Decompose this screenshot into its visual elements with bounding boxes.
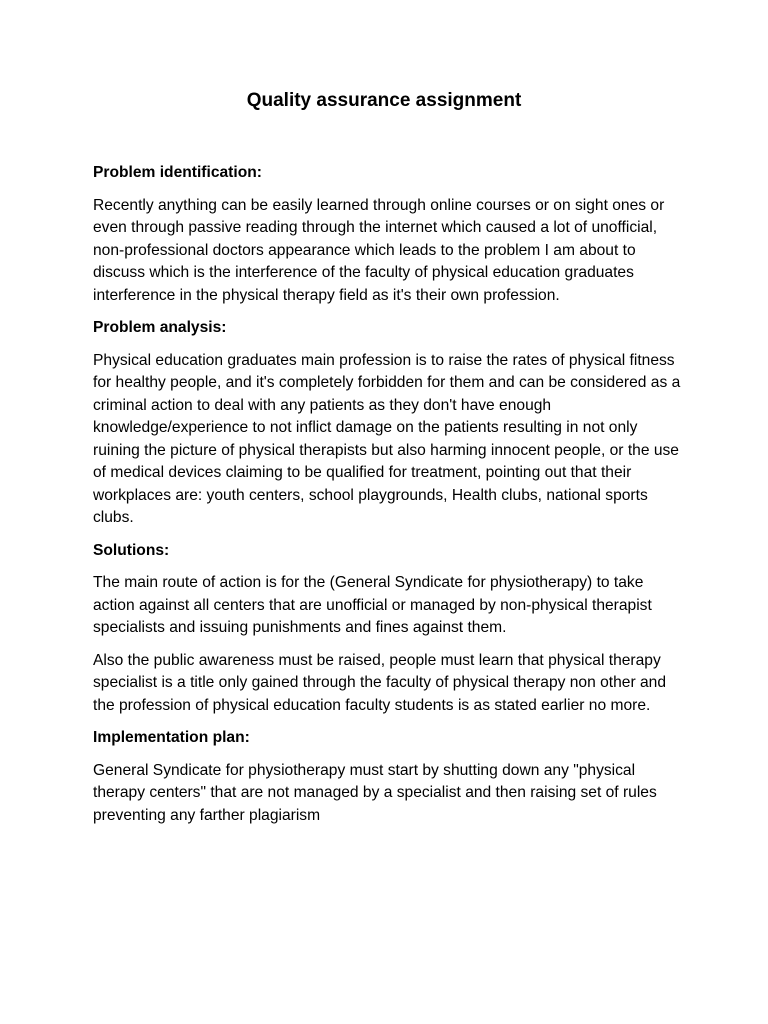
section-paragraph: The main route of action is for the (General Syndicate for physiotherapy) to take action against all centers that are unofficial or managed by non-physical therapist specialists and issuing punishments and fines against them. bbox=[93, 574, 652, 636]
document-title: Quality assurance assignment bbox=[246, 90, 522, 111]
section-heading: Solutions: bbox=[93, 541, 170, 559]
section-paragraph: General Syndicate for physiotherapy must start by shutting down any "physical therapy centers" that are not managed by a specialist and then raising set of rules preventing any farther plagiarism bbox=[93, 761, 657, 824]
section-problem-analysis bbox=[93, 317, 681, 530]
section-paragraph: Also the public awareness must be raised, people must learn that physical therapy specialist is a title only gained through the faculty of physical therapy non other and the profession of physical education faculty students is as stated earlier no more. bbox=[93, 651, 666, 714]
section-heading: Implementation plan: bbox=[93, 729, 250, 746]
section-paragraph: Physical education graduates main profession is to raise the rates of physical fitness for healthy people, and it's completely forbidden for them and can be considered as a criminal action to deal with any patients as they don't have enough knowledge/experience to not inflict damage on the patients resulting in not only ruining the picture of physical therapists but also harming innocent people, or the use of medical devices claiming to be qualified for treatment, pointing out that their workplaces are: youth centers, school playgrounds, Health clubs, national sports clubs. bbox=[93, 351, 681, 526]
section-heading: Problem analysis: bbox=[93, 319, 227, 336]
section-solutions bbox=[93, 540, 681, 718]
section-paragraph: Recently anything can be easily learned through online courses or on sight ones or even through passive reading through the internet which caused a lot of unofficial, non-professional doctors appearance which leads to the problem I am about to discuss which is the interference of the faculty of physical education graduates interference in the physical therapy field as it's their own profession. bbox=[93, 196, 665, 304]
document-body bbox=[93, 162, 681, 837]
section-problem-identification bbox=[93, 162, 681, 307]
section-implementation-plan bbox=[93, 727, 681, 827]
section-heading: Problem identification: bbox=[93, 164, 262, 181]
